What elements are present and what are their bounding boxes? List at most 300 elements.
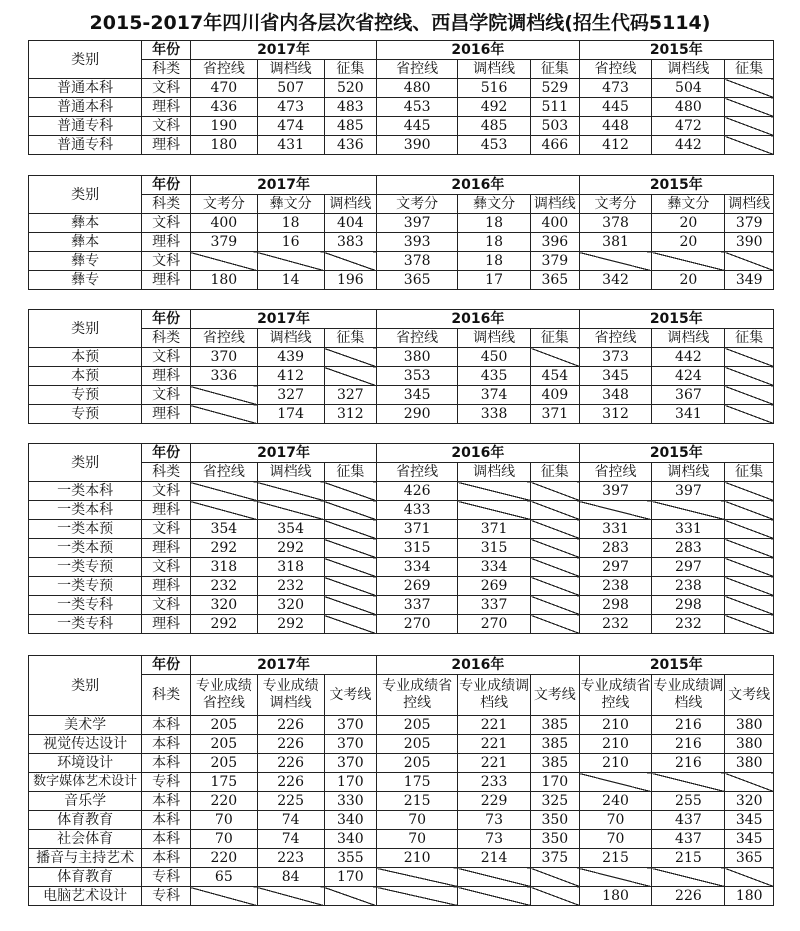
value-cell: 485 <box>458 117 531 136</box>
category-cell: 数字媒体艺术设计 <box>29 773 142 792</box>
subject-cell: 本科 <box>142 792 191 811</box>
subject-cell: 理科 <box>142 271 191 290</box>
value-cell: 350 <box>531 830 580 849</box>
empty-diagonal-cell <box>531 558 580 577</box>
value-cell: 380 <box>725 716 774 735</box>
column-header: 省控线 <box>377 463 458 482</box>
category-cell: 一类专科 <box>29 596 142 615</box>
category-cell: 一类专预 <box>29 577 142 596</box>
column-header: 文考分 <box>190 195 257 214</box>
subject-cell: 文科 <box>142 117 191 136</box>
value-cell: 511 <box>531 98 580 117</box>
column-header: 文考线 <box>531 675 580 716</box>
empty-diagonal-cell <box>377 887 458 906</box>
category-header: 类别 <box>29 176 142 214</box>
value-cell: 16 <box>257 233 324 252</box>
column-header: 专业成绩调档线 <box>257 675 324 716</box>
year-label: 2017年 <box>190 444 376 463</box>
empty-diagonal-cell <box>725 136 774 155</box>
year-label: 2016年 <box>377 310 579 329</box>
year-label: 2017年 <box>190 41 376 60</box>
subject-cell: 文科 <box>142 252 191 271</box>
empty-diagonal-cell <box>579 252 652 271</box>
value-cell: 454 <box>531 367 580 386</box>
value-cell: 453 <box>377 98 458 117</box>
category-cell: 彝本 <box>29 233 142 252</box>
value-cell: 270 <box>377 615 458 634</box>
value-cell: 345 <box>377 386 458 405</box>
value-cell: 238 <box>652 577 725 596</box>
category-cell: 普通本科 <box>29 98 142 117</box>
empty-diagonal-cell <box>324 558 377 577</box>
page-title: 2015-2017年四川省内各层次省控线、西昌学院调档线(招生代码5114) <box>89 12 711 34</box>
value-cell: 70 <box>190 830 257 849</box>
empty-diagonal-cell <box>725 596 774 615</box>
empty-diagonal-cell <box>725 367 774 386</box>
value-cell: 220 <box>190 849 257 868</box>
value-cell: 270 <box>458 615 531 634</box>
empty-diagonal-cell <box>531 482 580 501</box>
empty-diagonal-cell <box>257 482 324 501</box>
value-cell: 283 <box>579 539 652 558</box>
empty-diagonal-cell <box>725 539 774 558</box>
table-row <box>29 887 774 906</box>
column-header: 调档线 <box>324 195 377 214</box>
value-cell: 65 <box>190 868 257 887</box>
value-cell: 450 <box>458 348 531 367</box>
value-cell: 516 <box>458 79 531 98</box>
empty-diagonal-cell <box>725 868 774 887</box>
table-row <box>29 596 774 615</box>
empty-diagonal-cell <box>190 887 257 906</box>
value-cell: 349 <box>725 271 774 290</box>
empty-diagonal-cell <box>190 252 257 271</box>
table-row <box>29 735 774 754</box>
empty-diagonal-cell <box>458 868 531 887</box>
subject-cell: 专科 <box>142 887 191 906</box>
value-cell: 480 <box>652 98 725 117</box>
value-cell: 337 <box>458 596 531 615</box>
value-cell: 84 <box>257 868 324 887</box>
value-cell: 437 <box>652 830 725 849</box>
value-cell: 365 <box>531 271 580 290</box>
empty-diagonal-cell <box>579 868 652 887</box>
value-cell: 396 <box>531 233 580 252</box>
value-cell: 380 <box>725 754 774 773</box>
score-table-3 <box>28 309 774 424</box>
value-cell: 298 <box>579 596 652 615</box>
value-cell: 385 <box>531 716 580 735</box>
value-cell: 216 <box>652 735 725 754</box>
subject-cell: 本科 <box>142 754 191 773</box>
value-cell: 350 <box>531 811 580 830</box>
empty-diagonal-cell <box>725 558 774 577</box>
value-cell: 485 <box>324 117 377 136</box>
value-cell: 370 <box>324 754 377 773</box>
value-cell: 17 <box>458 271 531 290</box>
empty-diagonal-cell <box>531 520 580 539</box>
value-cell: 226 <box>652 887 725 906</box>
category-cell: 专预 <box>29 386 142 405</box>
value-cell: 371 <box>377 520 458 539</box>
empty-diagonal-cell <box>725 615 774 634</box>
value-cell: 400 <box>531 214 580 233</box>
value-cell: 170 <box>531 773 580 792</box>
value-cell: 327 <box>257 386 324 405</box>
value-cell: 210 <box>579 754 652 773</box>
category-header: 类别 <box>29 444 142 482</box>
value-cell: 18 <box>458 214 531 233</box>
value-cell: 431 <box>257 136 324 155</box>
column-header: 文考线 <box>725 675 774 716</box>
value-cell: 397 <box>377 214 458 233</box>
value-cell: 331 <box>652 520 725 539</box>
value-cell: 354 <box>257 520 324 539</box>
value-cell: 226 <box>257 716 324 735</box>
empty-diagonal-cell <box>458 482 531 501</box>
subject-cell: 文科 <box>142 348 191 367</box>
year-label: 2016年 <box>377 656 579 675</box>
subject-header: 科类 <box>142 195 191 214</box>
value-cell: 18 <box>458 233 531 252</box>
empty-diagonal-cell <box>324 520 377 539</box>
value-cell: 196 <box>324 271 377 290</box>
column-header: 调档线 <box>257 60 324 79</box>
value-cell: 283 <box>652 539 725 558</box>
empty-diagonal-cell <box>324 615 377 634</box>
value-cell: 318 <box>257 558 324 577</box>
table-row <box>29 716 774 735</box>
value-cell: 232 <box>190 577 257 596</box>
subject-header: 科类 <box>142 329 191 348</box>
value-cell: 445 <box>579 98 652 117</box>
empty-diagonal-cell <box>725 252 774 271</box>
subject-cell: 理科 <box>142 367 191 386</box>
subject-cell: 理科 <box>142 405 191 424</box>
year-label: 2017年 <box>190 656 376 675</box>
table-row <box>29 98 774 117</box>
value-cell: 424 <box>652 367 725 386</box>
value-cell: 371 <box>531 405 580 424</box>
value-cell: 290 <box>377 405 458 424</box>
value-cell: 393 <box>377 233 458 252</box>
value-cell: 480 <box>377 79 458 98</box>
value-cell: 385 <box>531 735 580 754</box>
value-cell: 70 <box>377 830 458 849</box>
empty-diagonal-cell <box>531 596 580 615</box>
value-cell: 367 <box>652 386 725 405</box>
value-cell: 383 <box>324 233 377 252</box>
value-cell: 297 <box>652 558 725 577</box>
column-header: 调档线 <box>257 463 324 482</box>
column-header: 彝文分 <box>257 195 324 214</box>
subject-cell: 理科 <box>142 136 191 155</box>
value-cell: 320 <box>725 792 774 811</box>
subject-cell: 理科 <box>142 233 191 252</box>
value-cell: 210 <box>579 716 652 735</box>
table-row <box>29 830 774 849</box>
column-header: 调档线 <box>257 329 324 348</box>
value-cell: 507 <box>257 79 324 98</box>
header-row-years <box>29 176 774 195</box>
empty-diagonal-cell <box>531 348 580 367</box>
column-header: 调档线 <box>652 463 725 482</box>
value-cell: 390 <box>725 233 774 252</box>
year-label: 2015年 <box>579 310 773 329</box>
value-cell: 334 <box>377 558 458 577</box>
value-cell: 365 <box>377 271 458 290</box>
value-cell: 338 <box>458 405 531 424</box>
column-header: 文考分 <box>579 195 652 214</box>
header-row-years <box>29 41 774 60</box>
value-cell: 292 <box>190 615 257 634</box>
table-row <box>29 520 774 539</box>
value-cell: 18 <box>257 214 324 233</box>
empty-diagonal-cell <box>257 887 324 906</box>
column-header: 省控线 <box>377 329 458 348</box>
header-row-years <box>29 444 774 463</box>
column-header: 专业成绩调档线 <box>652 675 725 716</box>
value-cell: 175 <box>190 773 257 792</box>
value-cell: 73 <box>458 830 531 849</box>
empty-diagonal-cell <box>531 501 580 520</box>
empty-diagonal-cell <box>652 252 725 271</box>
value-cell: 215 <box>377 792 458 811</box>
category-cell: 一类本科 <box>29 482 142 501</box>
value-cell: 436 <box>190 98 257 117</box>
value-cell: 20 <box>652 233 725 252</box>
value-cell: 325 <box>531 792 580 811</box>
empty-diagonal-cell <box>725 773 774 792</box>
value-cell: 221 <box>458 716 531 735</box>
value-cell: 379 <box>725 214 774 233</box>
table-row <box>29 773 774 792</box>
column-header: 省控线 <box>579 463 652 482</box>
category-cell: 一类本科 <box>29 501 142 520</box>
category-cell: 本预 <box>29 348 142 367</box>
value-cell: 397 <box>579 482 652 501</box>
category-header: 类别 <box>29 310 142 348</box>
subject-cell: 理科 <box>142 615 191 634</box>
column-header: 省控线 <box>190 329 257 348</box>
value-cell: 400 <box>190 214 257 233</box>
year-header: 年份 <box>142 176 191 195</box>
subject-cell: 本科 <box>142 830 191 849</box>
value-cell: 492 <box>458 98 531 117</box>
value-cell: 345 <box>725 811 774 830</box>
empty-diagonal-cell <box>377 868 458 887</box>
header-row-years <box>29 310 774 329</box>
score-table-2 <box>28 175 774 290</box>
category-cell: 普通本科 <box>29 79 142 98</box>
value-cell: 205 <box>190 735 257 754</box>
value-cell: 340 <box>324 830 377 849</box>
category-cell: 播音与主持艺术 <box>29 849 142 868</box>
value-cell: 74 <box>257 811 324 830</box>
value-cell: 337 <box>377 596 458 615</box>
column-header: 征集 <box>324 463 377 482</box>
value-cell: 70 <box>579 830 652 849</box>
value-cell: 215 <box>579 849 652 868</box>
value-cell: 180 <box>579 887 652 906</box>
empty-diagonal-cell <box>458 501 531 520</box>
value-cell: 298 <box>652 596 725 615</box>
value-cell: 474 <box>257 117 324 136</box>
table-row <box>29 79 774 98</box>
value-cell: 232 <box>579 615 652 634</box>
value-cell: 221 <box>458 754 531 773</box>
column-header: 省控线 <box>579 329 652 348</box>
table-row <box>29 252 774 271</box>
category-cell: 一类专预 <box>29 558 142 577</box>
value-cell: 20 <box>652 214 725 233</box>
value-cell: 312 <box>579 405 652 424</box>
value-cell: 397 <box>652 482 725 501</box>
column-header: 征集 <box>531 463 580 482</box>
year-label: 2015年 <box>579 444 773 463</box>
empty-diagonal-cell <box>531 868 580 887</box>
value-cell: 353 <box>377 367 458 386</box>
empty-diagonal-cell <box>531 577 580 596</box>
value-cell: 205 <box>377 716 458 735</box>
value-cell: 226 <box>257 773 324 792</box>
value-cell: 385 <box>531 754 580 773</box>
empty-diagonal-cell <box>324 367 377 386</box>
value-cell: 370 <box>324 716 377 735</box>
empty-diagonal-cell <box>725 117 774 136</box>
value-cell: 216 <box>652 716 725 735</box>
value-cell: 214 <box>458 849 531 868</box>
score-table-4 <box>28 443 774 634</box>
year-label: 2016年 <box>377 444 579 463</box>
value-cell: 292 <box>190 539 257 558</box>
value-cell: 174 <box>257 405 324 424</box>
value-cell: 412 <box>257 367 324 386</box>
value-cell: 379 <box>190 233 257 252</box>
table-row <box>29 754 774 773</box>
category-cell: 音乐学 <box>29 792 142 811</box>
category-cell: 本预 <box>29 367 142 386</box>
table-row <box>29 501 774 520</box>
table-row <box>29 577 774 596</box>
subject-cell: 文科 <box>142 214 191 233</box>
table-row <box>29 849 774 868</box>
column-header: 彝文分 <box>652 195 725 214</box>
value-cell: 437 <box>652 811 725 830</box>
value-cell: 205 <box>377 754 458 773</box>
subject-cell: 本科 <box>142 716 191 735</box>
category-cell: 普通专科 <box>29 136 142 155</box>
value-cell: 340 <box>324 811 377 830</box>
subject-cell: 理科 <box>142 539 191 558</box>
value-cell: 466 <box>531 136 580 155</box>
column-header: 彝文分 <box>458 195 531 214</box>
value-cell: 365 <box>725 849 774 868</box>
value-cell: 190 <box>190 117 257 136</box>
value-cell: 371 <box>458 520 531 539</box>
value-cell: 470 <box>190 79 257 98</box>
value-cell: 223 <box>257 849 324 868</box>
column-header: 征集 <box>725 60 774 79</box>
column-header: 征集 <box>531 60 580 79</box>
value-cell: 226 <box>257 735 324 754</box>
empty-diagonal-cell <box>652 501 725 520</box>
value-cell: 233 <box>458 773 531 792</box>
year-label: 2016年 <box>377 41 579 60</box>
value-cell: 74 <box>257 830 324 849</box>
subject-cell: 文科 <box>142 520 191 539</box>
value-cell: 378 <box>377 252 458 271</box>
value-cell: 390 <box>377 136 458 155</box>
value-cell: 529 <box>531 79 580 98</box>
empty-diagonal-cell <box>324 596 377 615</box>
table-row <box>29 868 774 887</box>
column-header: 征集 <box>725 463 774 482</box>
empty-diagonal-cell <box>531 887 580 906</box>
value-cell: 170 <box>324 773 377 792</box>
subject-cell: 理科 <box>142 98 191 117</box>
value-cell: 355 <box>324 849 377 868</box>
value-cell: 292 <box>257 539 324 558</box>
subject-cell: 文科 <box>142 482 191 501</box>
value-cell: 380 <box>725 735 774 754</box>
column-header: 征集 <box>324 329 377 348</box>
empty-diagonal-cell <box>725 520 774 539</box>
score-table-1 <box>28 40 774 155</box>
table-row <box>29 811 774 830</box>
subject-cell: 理科 <box>142 577 191 596</box>
empty-diagonal-cell <box>725 348 774 367</box>
value-cell: 380 <box>377 348 458 367</box>
value-cell: 473 <box>579 79 652 98</box>
value-cell: 503 <box>531 117 580 136</box>
value-cell: 354 <box>190 520 257 539</box>
value-cell: 412 <box>579 136 652 155</box>
category-cell: 体育教育 <box>29 811 142 830</box>
category-cell: 体育教育 <box>29 868 142 887</box>
empty-diagonal-cell <box>725 98 774 117</box>
subject-cell: 本科 <box>142 735 191 754</box>
category-header: 类别 <box>29 41 142 79</box>
empty-diagonal-cell <box>257 501 324 520</box>
year-header: 年份 <box>142 444 191 463</box>
value-cell: 345 <box>725 830 774 849</box>
year-label: 2015年 <box>579 656 773 675</box>
value-cell: 473 <box>257 98 324 117</box>
value-cell: 331 <box>579 520 652 539</box>
column-header: 调档线 <box>531 195 580 214</box>
subject-cell: 理科 <box>142 501 191 520</box>
category-cell: 彝专 <box>29 271 142 290</box>
column-header: 调档线 <box>652 329 725 348</box>
subject-cell: 文科 <box>142 79 191 98</box>
empty-diagonal-cell <box>725 482 774 501</box>
value-cell: 327 <box>324 386 377 405</box>
empty-diagonal-cell <box>652 868 725 887</box>
value-cell: 229 <box>458 792 531 811</box>
value-cell: 292 <box>257 615 324 634</box>
value-cell: 175 <box>377 773 458 792</box>
value-cell: 348 <box>579 386 652 405</box>
table-row <box>29 348 774 367</box>
value-cell: 336 <box>190 367 257 386</box>
category-cell: 一类本预 <box>29 539 142 558</box>
value-cell: 445 <box>377 117 458 136</box>
table-row <box>29 558 774 577</box>
empty-diagonal-cell <box>579 773 652 792</box>
column-header: 省控线 <box>190 463 257 482</box>
category-header: 类别 <box>29 656 142 716</box>
